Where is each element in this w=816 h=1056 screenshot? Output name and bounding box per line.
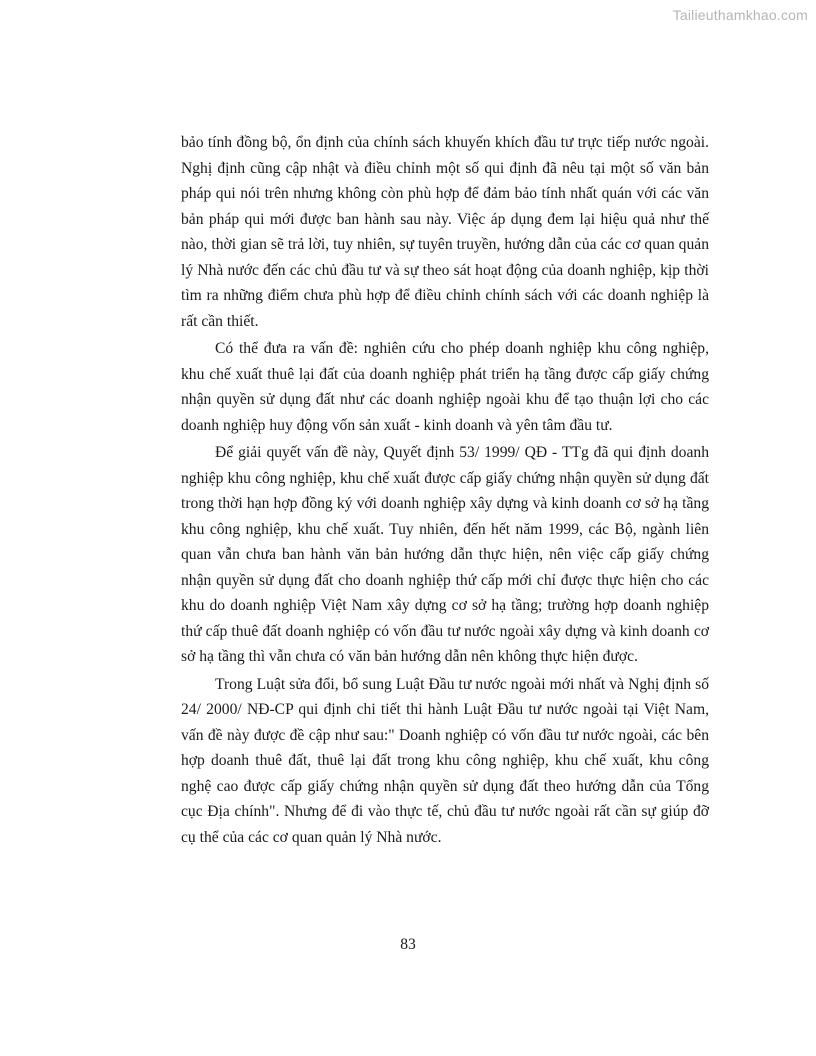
paragraph: Để giải quyết vấn đề này, Quyết định 53/ 1999/ QĐ - TTg đã qui định doanh nghiệp khu công nghiệp, khu chế xuất được cấp giấy chứng nhận quyền sử dụng đất trong thời hạn hợp đồng ký với doanh nghiệp xây dựng và kinh doanh cơ sở hạ tầng khu công nghiệp, khu chế xuất. Tuy nhiên, đến hết năm 1999, các Bộ, ngành liên quan vẫn chưa ban hành văn bản hướng dẫn thực hiện, nên việc cấp giấy chứng nhận quyền sử dụng đất cho doanh nghiệp thứ cấp mới chỉ được thực hiện cho các khu do doanh nghiệp Việt Nam xây dựng cơ sở hạ tầng; trường hợp doanh nghiệp thứ cấp thuê đất doanh nghiệp có vốn đầu tư nước ngoài xây dựng và kinh doanh cơ sở hạ tầng thì vẫn chưa có văn bản hướng dẫn nên không thực hiện được. [181, 444, 709, 665]
document-body [181, 130, 709, 850]
paragraph: Có thể đưa ra vấn đề: nghiên cứu cho phép doanh nghiệp khu công nghiệp, khu chế xuất thuê lại đất của doanh nghiệp phát triển hạ tầng được cấp giấy chứng nhận quyền sử dụng đất như các doanh nghiệp ngoài khu để tạo thuận lợi cho các doanh nghiệp huy động vốn sản xuất - kinh doanh và yên tâm đầu tư. [181, 340, 709, 434]
watermark: Tailieuthamkhao.com [672, 7, 808, 23]
paragraph: Trong Luật sửa đổi, bổ sung Luật Đầu tư nước ngoài mới nhất và Nghị định số 24/ 2000/ NĐ-CP qui định chi tiết thi hành Luật Đầu tư nước ngoài tại Việt Nam, vấn đề này được đề cập như sau:" Doanh nghiệp có vốn đầu tư nước ngoài, các bên hợp doanh thuê đất, thuê lại đất trong khu công nghiệp, khu chế xuất, khu công nghệ cao được cấp giấy chứng nhận quyền sử dụng đất theo hướng dẫn của Tổng cục Địa chính". Nhưng để đi vào thực tế, chủ đầu tư nước ngoài rất cần sự giúp đỡ cụ thể của các cơ quan quản lý Nhà nước. [181, 675, 709, 846]
paragraph-continuation: bảo tính đồng bộ, ổn định của chính sách khuyến khích đầu tư trực tiếp nước ngoài. Nghị định cũng cập nhật và điều chỉnh một số qui định đã nêu tại một số văn bản pháp qui nói trên nhưng không còn phù hợp để đảm bảo tính nhất quán với các văn bản pháp qui mới được ban hành sau này. Việc áp dụng đem lại hiệu quả như thế nào, thời gian sẽ trả lời, tuy nhiên, sự tuyên truyền, hướng dẫn của các cơ quan quản lý Nhà nước đến các chủ đầu tư và sự theo sát hoạt động của doanh nghiệp, kịp thời tìm ra những điểm chưa phù hợp để điều chỉnh chính sách với các doanh nghiệp là rất cần thiết. [181, 134, 709, 330]
page-number: 83 [400, 936, 416, 953]
